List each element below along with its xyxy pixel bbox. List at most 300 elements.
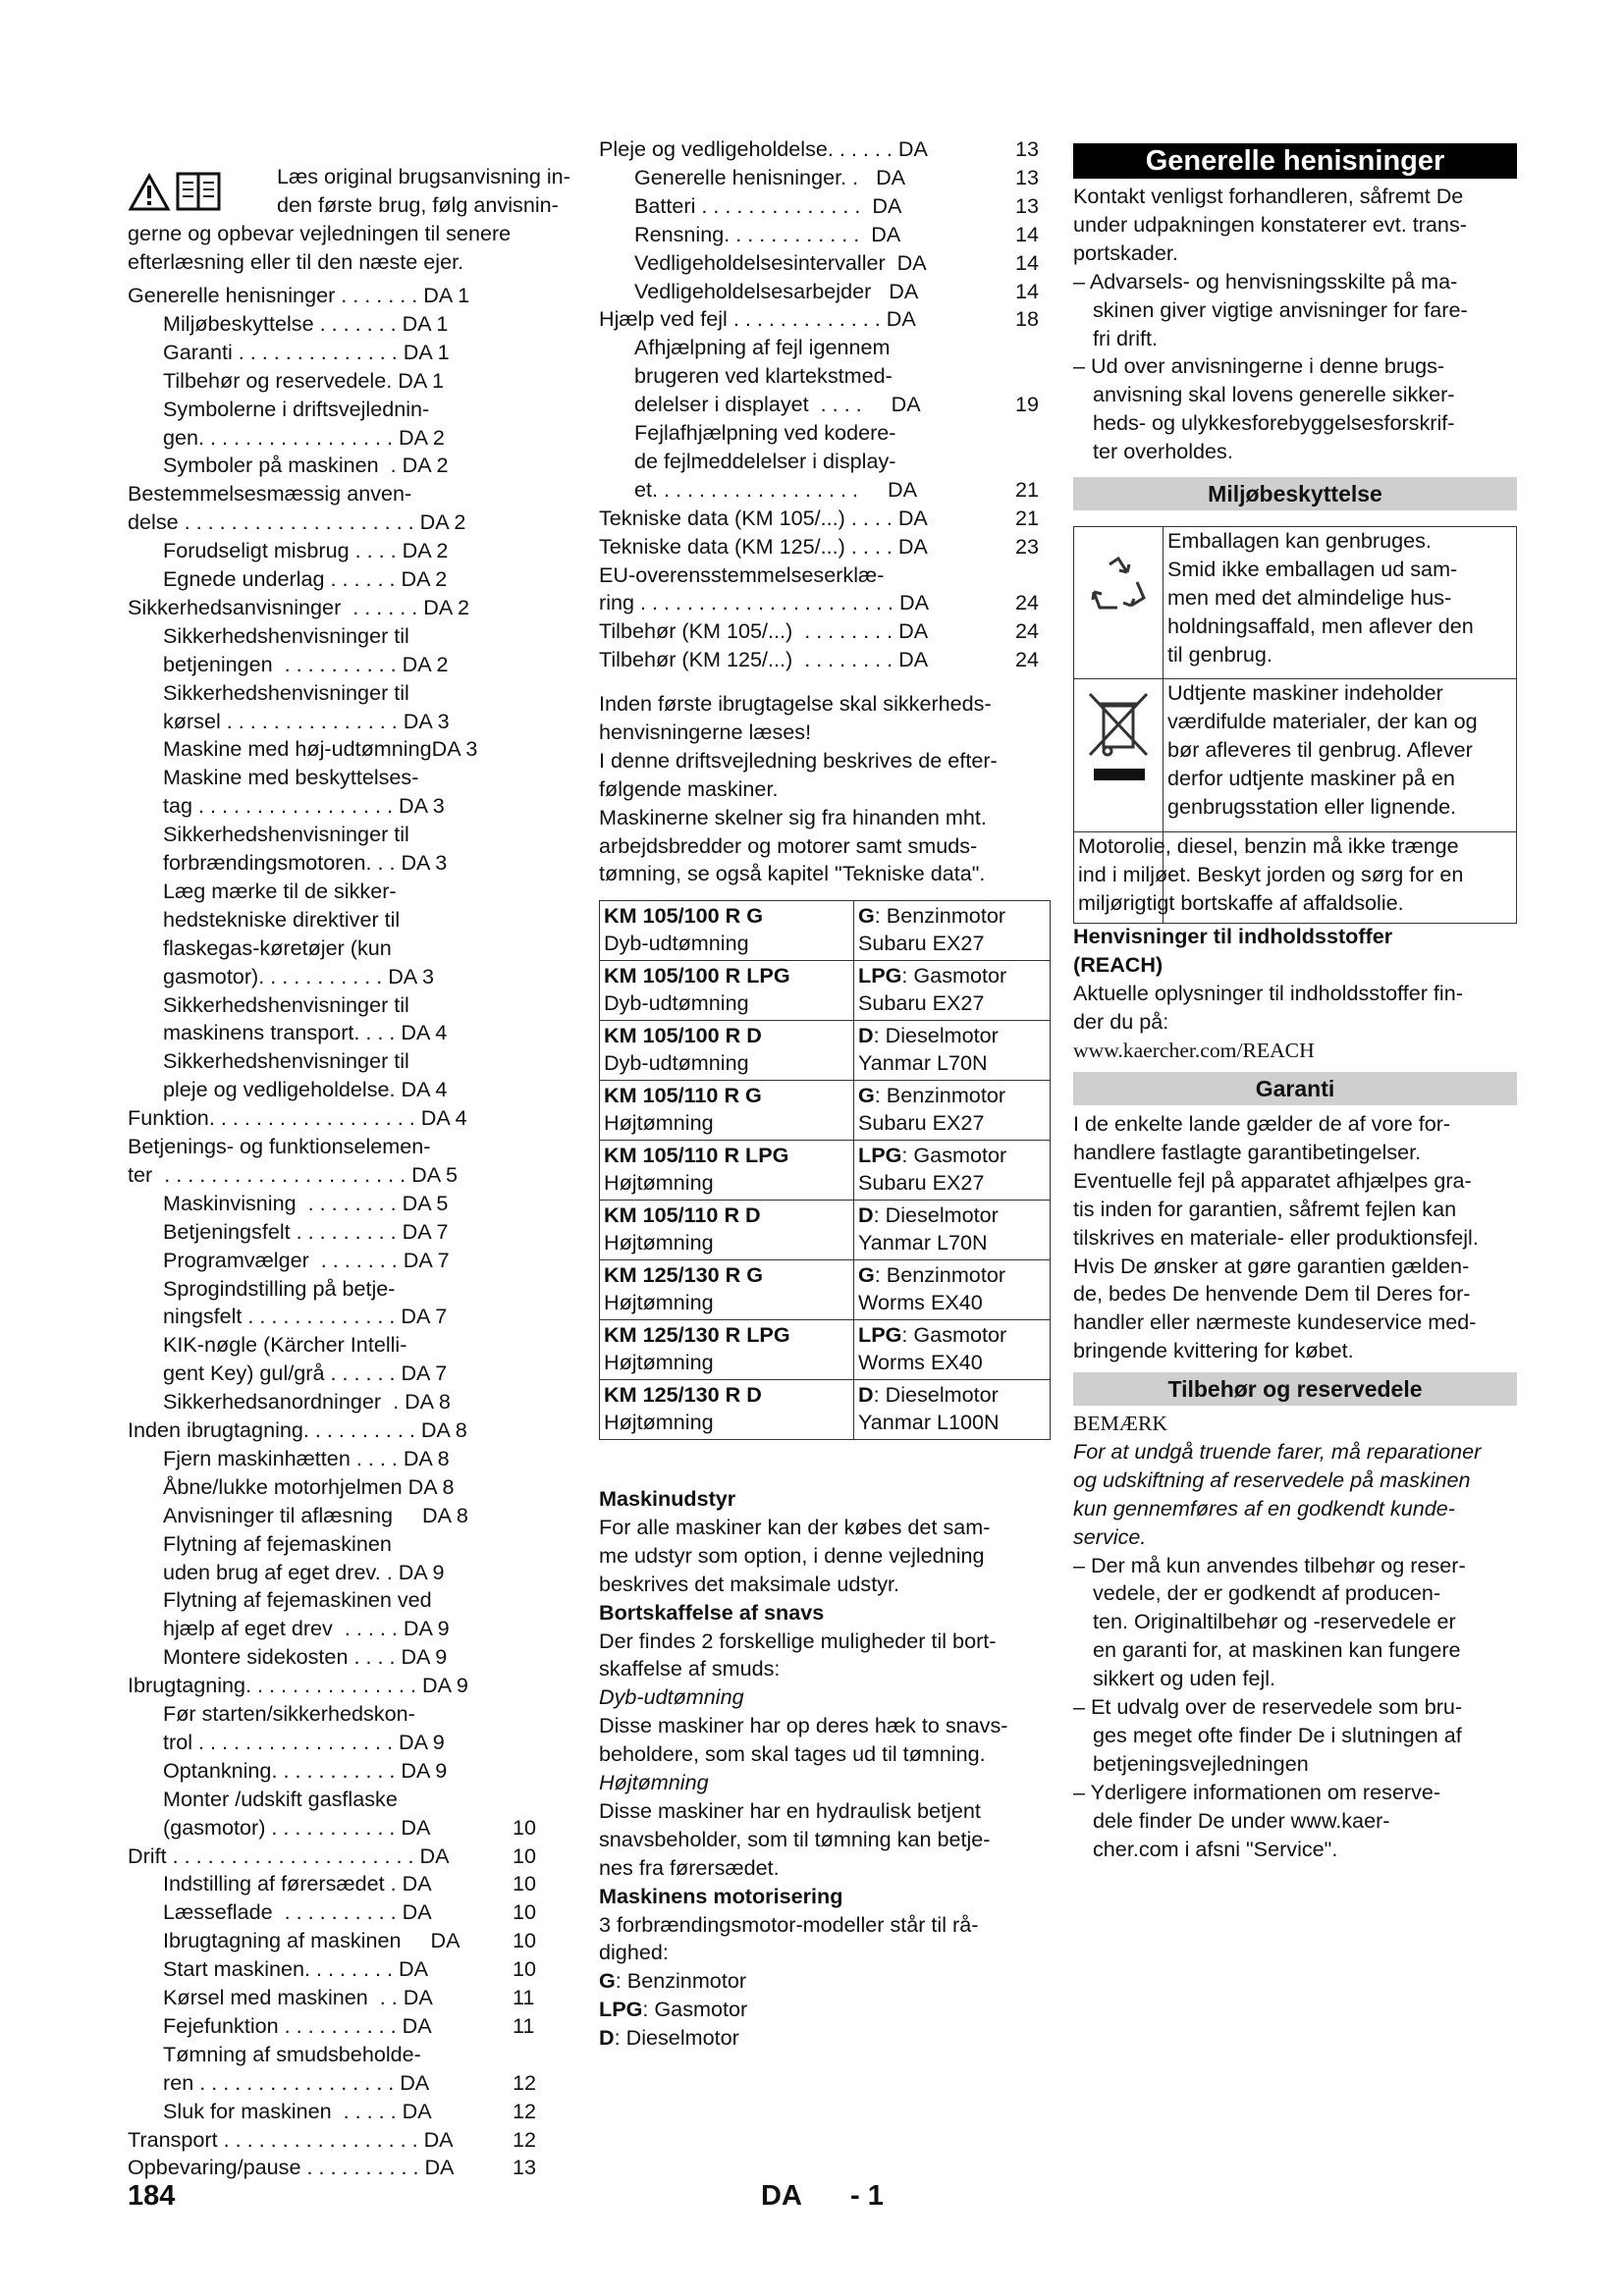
toc-entry-label: flaskegas-køretøjer (kun — [163, 934, 392, 960]
italic-subheading: Dyb-udtømning — [599, 1684, 744, 1710]
table-row — [600, 1201, 1051, 1260]
reach-title: (REACH) — [1073, 951, 1164, 977]
engine-type: : Gasmotor — [901, 963, 1007, 988]
engine-type: : Benzinmotor — [615, 1968, 747, 1994]
reach-link[interactable]: www.kaercher.com/REACH — [1073, 1038, 1315, 1062]
toc-page-number: 14 — [1015, 221, 1040, 246]
toc-page-number: 13 — [1015, 164, 1040, 189]
table-row — [600, 901, 1051, 961]
paragraph-line: under udpakningen konstaterer evt. trans- — [1073, 211, 1467, 237]
paragraph-line: arbejdsbredder og motorer samt smuds- — [599, 832, 978, 858]
bullet-line: – Et udvalg over de reservedele som bru- — [1073, 1694, 1463, 1719]
engine-code: LPG — [858, 1143, 902, 1167]
model-emptying: Dyb-udtømning — [604, 931, 749, 955]
toc-entry-label: Maskine med beskyttelses- — [163, 765, 419, 790]
toc-entry[interactable] — [163, 1218, 448, 1246]
engine-model: Yanmar L70N — [858, 1230, 988, 1255]
engine-code: G — [858, 1083, 875, 1107]
box-line: Motorolie, diesel, benzin må ikke trænge — [1078, 833, 1459, 858]
toc-entry[interactable] — [634, 362, 893, 390]
toc-entry-label: Sikkerhedshenvisninger til — [163, 822, 409, 847]
paragraph-line: skaffelse af smuds: — [599, 1656, 781, 1682]
toc-entry-label: ningsfelt . . . . . . . . . . . . . DA 7 — [163, 1304, 448, 1329]
toc-entry[interactable] — [163, 849, 447, 877]
toc-entry[interactable] — [163, 367, 444, 395]
paragraph-line: Aktuelle oplysninger til indholdsstoffer fin- — [1073, 980, 1463, 1005]
bullet-line: skinen giver vigtige anvisninger for fare- — [1093, 296, 1468, 322]
toc-entry-label: Batteri . . . . . . . . . . . . . . DA — [634, 192, 902, 218]
bullet-line: ter overholdes. — [1093, 439, 1233, 464]
toc-entry[interactable] — [163, 1870, 537, 1897]
toc-entry-label: Indstilling af førersædet . DA — [163, 1871, 432, 1896]
toc-entry[interactable] — [163, 1047, 409, 1075]
toc-entry-label: Maskinvisning . . . . . . . . DA 5 — [163, 1190, 449, 1215]
toc-page-number: 24 — [1015, 618, 1040, 644]
toc-entry[interactable] — [163, 1360, 447, 1387]
engine-model: Subaru EX27 — [858, 990, 985, 1015]
toc-page-number: 18 — [1015, 306, 1040, 332]
toc-entry-label: Opbevaring/pause . . . . . . . . . . DA — [128, 2155, 455, 2180]
box-line: miljørigtigt bortskaffe af affaldsolie. — [1078, 889, 1404, 915]
toc-entry[interactable] — [163, 1275, 395, 1303]
toc-entry-label: Sikkerhedsanordninger . DA 8 — [163, 1389, 451, 1415]
toc-entry[interactable] — [599, 135, 1040, 163]
toc-entry[interactable] — [163, 1076, 447, 1103]
toc-entry-label: Rensning. . . . . . . . . . . . DA — [634, 221, 901, 246]
paragraph-line: Maskinerne skelner sig fra hinanden mht. — [599, 804, 987, 829]
toc-entry[interactable] — [163, 1445, 450, 1472]
toc-entry[interactable] — [163, 1473, 454, 1501]
toc-entry[interactable] — [163, 1615, 450, 1642]
box-line: holdningsaffald, men aflever den — [1167, 613, 1474, 638]
model-cell — [600, 1201, 854, 1260]
paragraph-line: 3 forbrændingsmotor-modeller står til rå- — [599, 1911, 979, 1937]
engine-code: D — [599, 2025, 615, 2051]
toc-entry[interactable] — [599, 646, 1040, 673]
paragraph-line: Eventuelle fejl på apparatet afhjælpes gra- — [1073, 1167, 1472, 1193]
toc-entry-label: Sikkerhedshenvisninger til — [163, 622, 409, 648]
subheading: Maskinens motorisering — [599, 1883, 843, 1908]
model-table — [599, 900, 1051, 1440]
model-name: KM 105/100 R G — [604, 903, 764, 928]
toc-entry-label: Egnede underlag . . . . . . DA 2 — [163, 566, 448, 591]
toc-entry[interactable] — [163, 1559, 445, 1586]
engine-cell — [854, 1141, 1051, 1201]
model-cell — [600, 961, 854, 1021]
box-line: Udtjente maskiner indeholder — [1167, 680, 1443, 705]
toc-entry-label: Pleje og vedligeholdelse. . . . . . DA — [599, 136, 928, 161]
box-line: Smid ikke emballagen ud sam- — [1167, 556, 1458, 581]
note-line: og udskiftning af reservedele på maskinen — [1073, 1467, 1471, 1492]
manual-book-icon — [175, 171, 222, 212]
toc-entry[interactable] — [163, 1502, 468, 1529]
bullet-line: – Der må kun anvendes tilbehør og reser- — [1073, 1552, 1466, 1577]
toc-page-number: 24 — [1015, 590, 1040, 615]
toc-page-number: 21 — [1015, 476, 1040, 502]
toc-entry-label: Ibrugtagning. . . . . . . . . . . . . . . DA 9 — [128, 1673, 468, 1698]
toc-entry[interactable] — [634, 334, 891, 361]
toc-entry[interactable] — [634, 164, 1040, 191]
toc-entry[interactable] — [128, 1672, 468, 1699]
page-number: 184 — [128, 2180, 176, 2212]
engine-code: G — [858, 1262, 875, 1287]
paragraph-line: I de enkelte lande gælder de af vore for- — [1073, 1111, 1451, 1136]
toc-entry[interactable] — [163, 1643, 447, 1671]
toc-entry-label: Sluk for maskinen . . . . . DA — [163, 2098, 432, 2123]
engine-type: : Benzinmotor — [874, 1083, 1006, 1107]
toc-entry[interactable] — [163, 1586, 432, 1614]
toc-page-number: 13 — [1015, 136, 1040, 161]
toc-entry[interactable] — [163, 708, 450, 735]
toc-entry-label: Drift . . . . . . . . . . . . . . . . . . . . . DA — [128, 1842, 450, 1868]
paragraph-line: Disse maskiner har op deres hæk to snavs- — [599, 1713, 1008, 1738]
paragraph-line: handlere fastlagte garantibetingelser. — [1073, 1139, 1422, 1164]
toc-entry-label: Kørsel med maskinen . . DA — [163, 1985, 433, 2009]
toc-entry[interactable] — [599, 589, 1040, 616]
toc-entry-label: delelser i displayet . . . . DA — [634, 392, 921, 417]
toc-entry[interactable] — [163, 651, 448, 678]
paragraph-line: Inden første ibrugtagelse skal sikkerheds- — [599, 691, 992, 716]
intro-line: gerne og opbevar vejledningen til senere — [128, 220, 512, 245]
toc-entry[interactable] — [163, 735, 477, 763]
section-heading-environment: Miljøbeskyttelse — [1073, 477, 1517, 510]
toc-entry[interactable] — [163, 1530, 392, 1558]
toc-entry[interactable] — [163, 792, 445, 820]
page-suffix: - 1 — [850, 2180, 884, 2212]
toc-entry[interactable] — [599, 533, 1040, 561]
toc-page-number: 10 — [513, 1956, 537, 1982]
toc-entry[interactable] — [163, 1927, 537, 1954]
toc-entry[interactable] — [163, 1984, 535, 2011]
toc-entry[interactable] — [163, 2012, 535, 2040]
table-row — [600, 1021, 1051, 1081]
engine-cell — [854, 901, 1051, 961]
toc-entry[interactable] — [634, 448, 895, 475]
engine-type: : Dieselmotor — [873, 1202, 999, 1227]
model-name: KM 105/100 R LPG — [604, 963, 790, 988]
bullet-line: heds- og ulykkesforebyggelsesforskrif- — [1093, 410, 1455, 436]
toc-entry[interactable] — [128, 594, 469, 621]
toc-entry[interactable] — [128, 480, 411, 507]
table-row — [600, 1320, 1051, 1380]
engine-type: : Gasmotor — [901, 1322, 1007, 1347]
toc-entry[interactable] — [163, 934, 392, 962]
note-line: For at undgå truende farer, må reparationer — [1073, 1438, 1482, 1464]
toc-entry[interactable] — [128, 1416, 467, 1444]
engine-cell — [854, 1380, 1051, 1440]
toc-entry-label: maskinens transport. . . . DA 4 — [163, 1020, 448, 1045]
model-emptying: Højtømning — [604, 1230, 714, 1255]
toc-entry[interactable] — [163, 339, 450, 366]
toc-entry-label: Tekniske data (KM 125/...) . . . . DA — [599, 533, 928, 559]
engine-legend-line — [599, 1967, 746, 1995]
box-line: til genbrug. — [1167, 641, 1272, 667]
bullet-line: – Ud over anvisningerne i denne brugs- — [1073, 353, 1445, 379]
toc-entry-label: EU-overensstemmelseserklæ- — [599, 561, 885, 587]
toc-entry-label: Symboler på maskinen . DA 2 — [163, 453, 449, 478]
bullet-line: fri drift. — [1093, 325, 1158, 350]
toc-entry-label: tag . . . . . . . . . . . . . . . . . DA 3 — [163, 793, 445, 819]
toc-entry[interactable] — [128, 1104, 467, 1132]
intro-line: den første brug, følg anvisnin- — [277, 191, 559, 217]
bullet-line: en garanti for, at maskinen kan fungere — [1093, 1637, 1461, 1663]
bullet-line: – Advarsels- og henvisningsskilte på ma- — [1073, 268, 1458, 294]
toc-entry[interactable] — [163, 878, 397, 905]
bullet-line: sikkert og uden fejl. — [1093, 1666, 1276, 1691]
paragraph-line: handler eller nærmeste kundeservice med- — [1073, 1309, 1477, 1335]
paragraph-line: beskrives det maksimale udstyr. — [599, 1571, 900, 1596]
subheading: Bortskaffelse af snavs — [599, 1599, 825, 1625]
paragraph-line: Kontakt venligst forhandleren, såfremt De — [1073, 184, 1464, 208]
bullet-line: betjeningsvejledningen — [1093, 1750, 1309, 1776]
paragraph-line: beholdere, som skal tages ud til tømning. — [599, 1741, 986, 1767]
engine-cell — [854, 961, 1051, 1021]
toc-entry[interactable] — [163, 991, 409, 1019]
note-line: service. — [1073, 1523, 1147, 1549]
toc-entry[interactable] — [599, 617, 1040, 645]
engine-model: Worms EX40 — [858, 1290, 983, 1314]
toc-entry-label: Hjælp ved fejl . . . . . . . . . . . . . DA — [599, 306, 916, 332]
toc-entry[interactable] — [163, 424, 445, 452]
toc-entry[interactable] — [128, 2126, 537, 2154]
model-emptying: Dyb-udtømning — [604, 990, 749, 1015]
paragraph-line: tilskrives en materiale- eller produktionsfejl. — [1073, 1224, 1479, 1250]
toc-entry-label: ren . . . . . . . . . . . . . . . . . DA — [163, 2069, 430, 2095]
toc-entry-label: brugeren ved klartekstmed- — [634, 363, 893, 389]
toc-entry-label: Læg mærke til de sikker- — [163, 878, 397, 903]
toc-entry-label: Fjern maskinhætten . . . . DA 8 — [163, 1445, 450, 1470]
engine-code: LPG — [858, 963, 902, 988]
toc-entry[interactable] — [163, 1190, 448, 1217]
model-name: KM 105/110 R G — [604, 1083, 762, 1107]
paragraph-line: Disse maskiner har en hydraulisk betjent — [599, 1797, 981, 1823]
toc-entry-label: Åbne/lukke motorhjelmen DA 8 — [163, 1473, 455, 1499]
toc-entry[interactable] — [163, 565, 447, 593]
engine-code: D — [858, 1202, 874, 1227]
toc-entry-label: Flytning af fejemaskinen — [163, 1530, 392, 1556]
toc-page-number: 12 — [513, 2098, 537, 2123]
paragraph-line: tømning, se også kapitel "Tekniske data". — [599, 861, 986, 886]
toc-entry[interactable] — [163, 1786, 398, 1813]
paragraph-line: de, bedes De henvende Dem til Deres for- — [1073, 1281, 1471, 1307]
engine-model: Subaru EX27 — [858, 1110, 985, 1135]
toc-entry-label: Symbolerne i driftsvejlednin- — [163, 396, 430, 421]
model-emptying: Højtømning — [604, 1290, 714, 1314]
toc-entry-label: kørsel . . . . . . . . . . . . . . . DA 3 — [163, 708, 450, 733]
toc-entry-label: ter . . . . . . . . . . . . . . . . . . . . . DA 5 — [128, 1161, 458, 1187]
toc-entry[interactable] — [634, 278, 1040, 305]
toc-entry[interactable] — [163, 310, 448, 338]
paragraph-line: Hvis De ønsker at gøre garantien gælden- — [1073, 1253, 1470, 1278]
toc-entry-label: Tilbehør og reservedele. DA 1 — [163, 367, 445, 393]
engine-legend-line — [599, 2024, 739, 2052]
toc-entry-label: Sikkerhedshenvisninger til — [163, 991, 409, 1017]
toc-entry[interactable] — [634, 391, 1040, 418]
toc-entry[interactable] — [128, 1133, 431, 1160]
subheading: Maskinudstyr — [599, 1486, 736, 1511]
toc-entry-label: ring . . . . . . . . . . . . . . . . . . . . . . DA — [599, 590, 929, 615]
paragraph-line: følgende maskiner. — [599, 775, 779, 801]
toc-page-number: 13 — [513, 2155, 537, 2180]
engine-code: G — [858, 903, 875, 928]
toc-page-number: 13 — [1015, 192, 1040, 218]
toc-entry-label: hjælp af eget drev . . . . . DA 9 — [163, 1616, 450, 1641]
engine-type: : Dieselmotor — [873, 1023, 999, 1047]
model-name: KM 125/130 R D — [604, 1382, 762, 1407]
model-name: KM 105/110 R LPG — [604, 1143, 789, 1167]
engine-type: : Benzinmotor — [874, 903, 1006, 928]
toc-entry-label: Før starten/sikkerhedskon- — [163, 1701, 415, 1726]
toc-entry[interactable] — [163, 1331, 406, 1359]
table-row — [600, 1081, 1051, 1141]
toc-entry-label: Montere sidekosten . . . . DA 9 — [163, 1644, 448, 1670]
engine-code: LPG — [599, 1997, 643, 2022]
engine-code: G — [599, 1968, 616, 1994]
bullet-line: ges meget ofte finder De i slutningen af — [1093, 1722, 1462, 1747]
toc-entry[interactable] — [128, 1161, 458, 1189]
paragraph-line: For alle maskiner kan der købes det sam- — [599, 1514, 991, 1539]
toc-entry-label: Generelle henisninger . . . . . . . DA 1 — [128, 283, 470, 307]
toc-page-number: 21 — [1015, 505, 1040, 530]
paragraph-line: tis inden for garantien, såfremt fejlen kan — [1073, 1196, 1457, 1221]
model-name: KM 125/130 R G — [604, 1262, 764, 1287]
toc-entry[interactable] — [163, 963, 434, 990]
toc-entry[interactable] — [634, 221, 1040, 248]
toc-entry[interactable] — [163, 2041, 421, 2068]
toc-entry[interactable] — [599, 561, 884, 589]
toc-entry[interactable] — [634, 249, 1040, 277]
toc-entry[interactable] — [128, 1842, 537, 1870]
box-line: Emballagen kan genbruges. — [1167, 528, 1432, 553]
toc-entry[interactable] — [163, 764, 418, 791]
toc-page-number: 11 — [513, 2012, 535, 2038]
toc-entry[interactable] — [128, 508, 465, 536]
reach-title: Henvisninger til indholdsstoffer — [1073, 924, 1393, 948]
note-label: BEMÆRK — [1073, 1412, 1167, 1435]
toc-entry-label: Afhjælpning af fejl igennem — [634, 335, 891, 360]
engine-code: LPG — [858, 1322, 902, 1347]
toc-entry[interactable] — [163, 452, 448, 479]
toc-entry-label: Maskine med høj-udtømningDA 3 — [163, 736, 478, 762]
toc-entry[interactable] — [163, 1303, 447, 1330]
toc-entry[interactable] — [163, 1757, 447, 1785]
toc-entry-label: Inden ibrugtagning. . . . . . . . . . DA 8 — [128, 1417, 467, 1442]
toc-entry[interactable] — [163, 1898, 537, 1926]
engine-type: : Benzinmotor — [874, 1262, 1006, 1287]
bullet-line: anvisning skal lovens generelle sikker- — [1093, 382, 1455, 407]
bullet-line: cher.com i afsni "Service". — [1093, 1836, 1338, 1861]
paragraph-line: der du på: — [1073, 1008, 1169, 1034]
section-heading-accessories: Tilbehør og reservedele — [1073, 1372, 1517, 1406]
toc-entry-label: hedstekniske direktiver til — [163, 906, 401, 932]
bullet-line: vedele, der er godkendt af producen- — [1093, 1580, 1441, 1606]
toc-entry[interactable] — [634, 476, 1040, 504]
toc-entry[interactable] — [128, 2154, 537, 2181]
paragraph-line: portskader. — [1073, 240, 1178, 265]
toc-entry[interactable] — [634, 419, 895, 447]
model-cell — [600, 1141, 854, 1201]
toc-page-number: 11 — [513, 1985, 535, 2009]
toc-entry-label: et. . . . . . . . . . . . . . . . . . DA — [634, 476, 917, 502]
toc-entry[interactable] — [163, 1729, 445, 1756]
italic-subheading: Højtømning — [599, 1770, 709, 1794]
toc-entry[interactable] — [163, 537, 448, 564]
note-line: kun gennemføres af en godkendt kunde- — [1073, 1495, 1455, 1521]
bullet-line: dele finder De under www.kaer- — [1093, 1807, 1390, 1833]
engine-cell — [854, 1021, 1051, 1081]
paragraph-line: dighed: — [599, 1940, 669, 1965]
paragraph-line: nes fra førersædet. — [599, 1854, 780, 1880]
toc-entry-label: Fejlafhjælpning ved kodere- — [634, 420, 896, 445]
toc-page-number: 10 — [513, 1928, 537, 1953]
toc-entry[interactable] — [634, 192, 1040, 220]
box-line: genbrugsstation eller lignende. — [1167, 793, 1457, 819]
toc-entry[interactable] — [163, 1019, 447, 1046]
toc-entry[interactable] — [163, 1247, 450, 1274]
warning-icon — [128, 173, 171, 212]
toc-entry[interactable] — [163, 622, 409, 650]
engine-cell — [854, 1320, 1051, 1380]
box-line: men med det almindelige hus- — [1167, 584, 1452, 610]
toc-entry-label: Tilbehør (KM 105/...) . . . . . . . . DA — [599, 618, 929, 644]
toc-entry-label: Ibrugtagning af maskinen DA — [163, 1928, 460, 1953]
model-cell — [600, 1380, 854, 1440]
toc-entry[interactable] — [163, 1700, 415, 1728]
toc-entry[interactable] — [163, 679, 409, 707]
box-line: bør afleveres til genbrug. Aflever — [1167, 736, 1473, 762]
intro-line: efterlæsning eller til den næste ejer. — [128, 248, 464, 274]
model-name: KM 125/130 R LPG — [604, 1322, 790, 1347]
intro-line: Læs original brugsanvisning in- — [277, 164, 570, 188]
toc-page-number: 12 — [513, 2126, 537, 2152]
engine-code: D — [858, 1023, 874, 1047]
toc-entry[interactable] — [163, 2069, 537, 2097]
toc-page-number: 10 — [513, 1871, 537, 1896]
toc-entry[interactable] — [163, 1814, 537, 1842]
toc-entry[interactable] — [163, 2098, 537, 2125]
model-emptying: Højtømning — [604, 1170, 714, 1195]
toc-entry-label: Miljøbeskyttelse . . . . . . . DA 1 — [163, 310, 449, 336]
engine-type: : Gasmotor — [642, 1997, 748, 2022]
section-heading-garanti: Garanti — [1073, 1072, 1517, 1105]
toc-entry-label: gasmotor). . . . . . . . . . . DA 3 — [163, 963, 435, 988]
toc-entry[interactable] — [128, 282, 469, 309]
engine-cell — [854, 1201, 1051, 1260]
toc-entry[interactable] — [163, 1955, 537, 1983]
toc-entry-label: uden brug af eget drev. . DA 9 — [163, 1559, 445, 1584]
toc-entry[interactable] — [163, 906, 400, 934]
engine-model: Yanmar L100N — [858, 1410, 1000, 1434]
crossed-bin-icon — [1086, 690, 1151, 784]
paragraph-line: henvisningerne læses! — [599, 719, 812, 744]
toc-entry[interactable] — [599, 505, 1040, 532]
toc-entry[interactable] — [163, 821, 409, 848]
language-code: DA — [761, 2180, 802, 2212]
model-cell — [600, 1320, 854, 1380]
toc-entry[interactable] — [163, 1388, 451, 1415]
toc-entry-label: Tekniske data (KM 105/...) . . . . DA — [599, 505, 928, 530]
engine-code: D — [858, 1382, 874, 1407]
section-heading-general: Generelle henisninger — [1073, 143, 1517, 179]
toc-page-number: 10 — [513, 1842, 537, 1868]
toc-entry[interactable] — [163, 396, 429, 423]
toc-entry-label: Monter /udskift gasflaske — [163, 1786, 398, 1811]
toc-entry[interactable] — [599, 305, 1040, 333]
toc-page-number: 19 — [1015, 392, 1040, 417]
box-line: derfor udtjente maskiner på en — [1167, 765, 1455, 790]
model-cell — [600, 1260, 854, 1320]
toc-entry-label: pleje og vedligeholdelse. DA 4 — [163, 1077, 448, 1102]
